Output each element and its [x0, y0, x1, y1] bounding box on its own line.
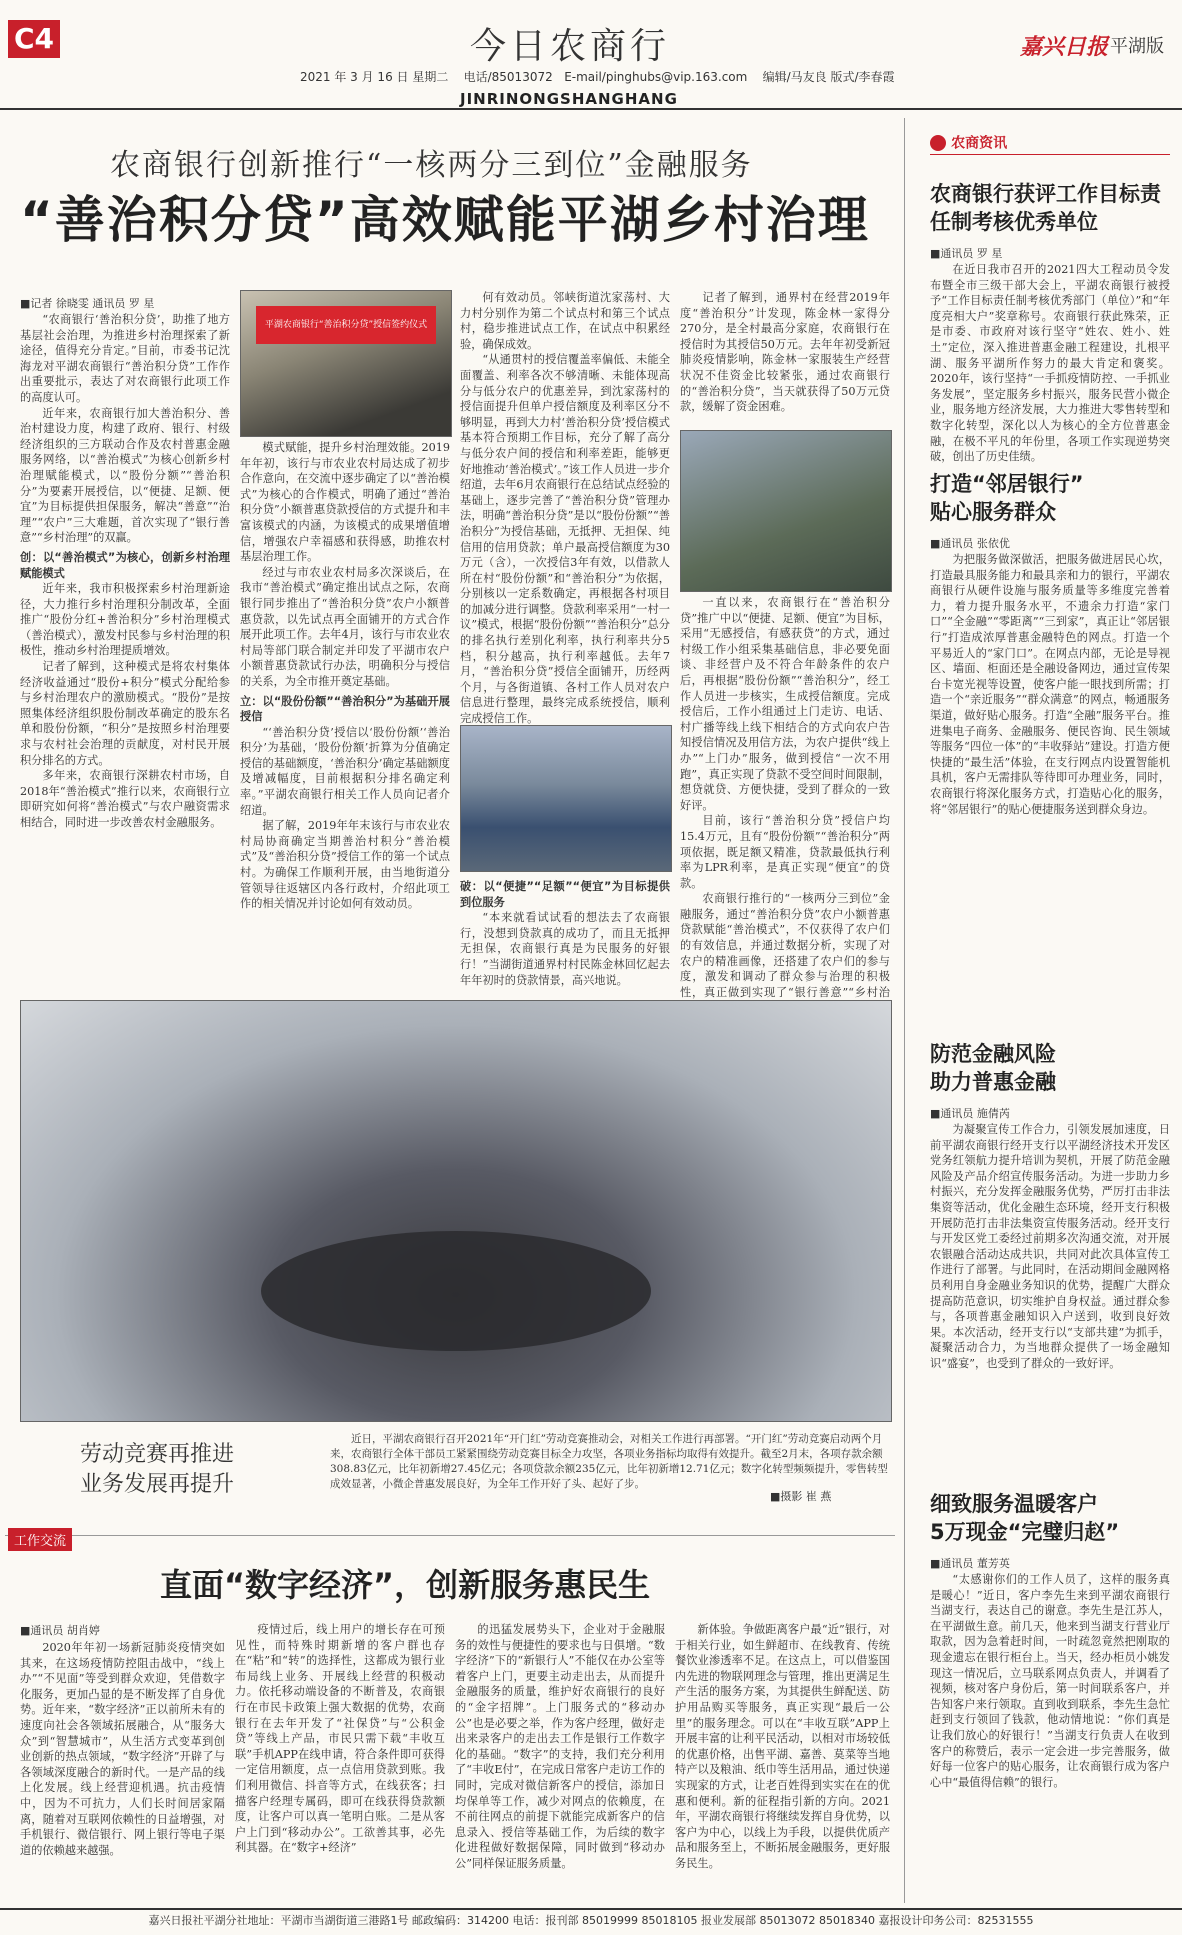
signing-ceremony-photo [240, 290, 452, 437]
photo-caption-headline: 劳动竞赛再推进 业务发展再提升 [80, 1442, 235, 1497]
meeting-photo [20, 1000, 892, 1422]
paragraph: 近年来，我市积极探索乡村治理新途径，大力推行乡村治理积分制改革，全面推广“股份分红+善治积分”乡村治理模式（善治模式），激发村民参与乡村治理的积极性，推动乡村治理提质增效。 [20, 582, 230, 658]
paragraph: 记者了解到，这种模式是将农村集体经济收益通过“股份+积分”模式分配给参与乡村治理农户的激励模式。“股份”是按照集体经济组织股份制改革确定的股东名单和股份份额，“积分”是按照乡村治理要求与农村社会治理的贡献度，对村民开展积分排名的方式。 [20, 660, 230, 767]
sidebar-item-title: 农商银行获评工作目标责任制考核优秀单位 [930, 182, 1161, 234]
sidebar-item-body [930, 1572, 1170, 1902]
paragraph: “太感谢你们的工作人员了，这样的服务真是暖心！”近日，客户李先生来到平湖农商银行当湖支行，表达自己的谢意。李先生是江苏人，在平湖做生意。前几天，他来到当湖支行营业厅取款，因为急着赶时间，一时疏忽竟然把刚取的现金遗忘在银行柜台上。当天，经办柜员小姚发现这一情况后，立马联系网点负责人，并调看了视频，核对客户身份后，第一时间联系客户，并告知客户来行领取。直到收到联系，李先生急忙赶到支行领回了钱款，他动情地说：“你们真是让我们放心的好银行！”当湖支行负责人在收到客户的称赞后，表示一定会进一步完善服务，做好每一位客户的贴心服务，让农商银行成为客户心中“最值得信赖”的银行。 [930, 1573, 1170, 1789]
sidebar-item-byline: ■通讯员 罗 星 [930, 247, 1003, 260]
lead-byline: ■记者 徐晓雯 通讯员 罗 星 [20, 297, 155, 310]
paragraph: 2020年年初一场新冠肺炎疫情突如其来，在这场疫情防控阻击战中，“线上办”“不见面”等受到群众欢迎，凭借数字化服务，更加凸显的是不断发挥了自身优势。近年来，“数字经济”正以前所未有的速度向社会各领域拓展融合，从“服务大众”到“智慧城市”，从生活方式变革到创业创新的热点领域，“数字经济”开辟了与各领域深度融合的新时代。一是产品的线上化发展。线上经营迎机遇。抗击疫情中，因为不可抗力，人们长时间居家隔离，随着对互联网依赖性的日益增强，对手机银行、微信银行、网上银行等电子渠道的依赖越来越强。 [20, 1641, 225, 1857]
masthead-rule [0, 108, 1182, 110]
paragraph: 一直以来，农商银行在“善治积分贷”推广中以“便捷、足额、便宜”为目标，采用“无感授信，有感获贷”的方式，通过村级工作小组采集基础信息，非必要免面谈、非经营户及不符合年龄条件的农户后，再根据“股份份额”“善治积分”，经工作人员进一步核实，生成授信额度。完成授信后，工作小组通过上门走访、电话、村广播等线上线下相结合的方式向农户告知授信情况及用信方法，为农户提供“线上办”“上门办”服务，做到授信“一次不用跑”，真正实现了贷款不受空间时间限制，想贷就贷、方便快捷，受到了群众的一致好评。 [680, 596, 890, 812]
event-banner: 平湖农商银行“善治积分贷”授信签约仪式 [256, 306, 436, 344]
paragraph: 多年来，农商银行深耕农村市场，自2018年“善治模式”推行以来，农商银行立即研究如何将“善治模式”与农户融资需求相结合，同时进一步改善农村金融服务。 [20, 769, 230, 829]
work-col-3 [455, 1622, 665, 1902]
paragraph: “本来就看试试看的想法去了农商银行，没想到贷款真的成功了，而且无抵押无担保，农商银行真是为民服务的好银行！”当湖街道通界村村民陈金林回忆起去年年初时的贷款情景，高兴地说。 [460, 911, 670, 987]
paragraph: “‘善治积分贷’授信以‘股份份额’‘善治积分’为基础，‘股份份额’折算为分值确定授信的基础额度，‘善治积分’确定基础额度及增减幅度，目前根据积分排名确定利率。”平湖农商银行相关工作人员向记者介绍道。 [240, 725, 450, 817]
section-rule [5, 1535, 895, 1536]
lead-col-4 [680, 290, 890, 425]
subhead: 创：以“善治模式”为核心，创新乡村治理赋能模式 [20, 550, 230, 580]
customer-interview-photo [680, 430, 892, 592]
paragraph: 为凝聚宣传工作合力，引领发展加速度，日前平湖农商银行经开支行以平湖经济技术开发区党务红领航力提升培训为契机，开展了防范金融风险及产品介绍宣传服务活动。为进一步助力乡村振兴，充分发挥金融服务优势，严厉打击非法集资等活动，优化金融生态环境，经开支行积极开展防范打击非法集资宣传服务活动。经开支行与开发区党工委经过前期多次沟通交流，对开展农银融合活动达成共识，共同对此次具体宣传工作进行了部署。与此同时，在活动期间金融网格员利用自身金融业务知识的优势，提醒广大群众提高防范意识，切实维护自身权益。通过群众参与，各项普惠金融知识入户送到，收到良好效果。本次活动，经开支行以“支部共建”为抓手，凝聚活动合力，为当地群众提供了一场金融知识“盛宴”，也受到了群众的一致好评。 [930, 1123, 1170, 1370]
paragraph: 何有效动员。邻峡街道沈家荡村、大力村分别作为第二个试点村和第三个试点村，稳步推进试点工作，在试点中积累经验，确保成效。 [460, 291, 670, 351]
edition-label: 平湖版 [1110, 36, 1164, 57]
work-col-1 [20, 1640, 225, 1902]
sidebar-item-byline: ■通讯员 董芳英 [930, 1557, 1010, 1570]
paragraph: 记者了解到，通界村在经营2019年度“善治积分”计发现，陈金林一家得分270分，是全村最高分家庭，农商银行在授信时为其授信50万元。去年年初受新冠肺炎疫情影响，陈金林一家服装生产经营状况不佳资金比较紧张，通过农商银行的“善治积分贷”，当天就获得了50万元贷款，缓解了资金困难。 [680, 291, 890, 414]
paragraph: 模式赋能，提升乡村治理效能。2019年年初，该行与市农业农村局达成了初步合作意向，在交流中逐步确定了以“善治模式”为核心的合作模式，明确了通过“善治积分贷”小额普惠贷款授信的方式提升和丰富该模式的内涵，为该模式的成果增值增信，增强农户幸福感和获得感，助推农村基层治理工作。 [240, 441, 450, 564]
email: E-mail/pinghubs@vip.163.com [564, 70, 748, 84]
paragraph: 为把服务做深做活，把服务做进居民心坎，打造最具服务能力和最具亲和力的银行，平湖农商银行从硬件设施与服务质量等多维度完善着力，着力提升服务水平，不遗余力打造“家门口”“全金融”“零距离”“三到家”，真正让“邻居银行”打造成浓厚普惠金融特色的网点。打造一个平易近人的“家门口”。在网点内部，无论是导视区、墙面、柜面还是全融设备网边，通过宣传架台卡宽光视等设置，使客户能一眼找到所需；打造一个“亲近服务”“群众满意”的网点，畅通服务渠道，做好贴心服务。打造“全融”服务平台。推进集电子商务、金融服务、便民咨询、民生领域等服务“四位一体”的“丰收驿站”建设。打造方便快捷的“最生活”体验，在支行网点内设置智能机具机，客户无需排队等待即可办理业务，同时，农商银行将深化服务方式，打造贴心化的服务，将“邻居银行”的贴心便捷服务送到群众身边。 [930, 553, 1170, 816]
subhead: 立：以“股份份额”“善治积分”为基础开展授信 [240, 694, 450, 724]
paragraph: “农商银行‘善治积分贷’，助推了地方基层社会治理，为推进乡村治理探索了新途径，值得充分肯定。”目前，市委书记沈海龙对平湖农商银行“善治积分贷”工作作出重要批示，表达了对农商银行此项工作的高度认可。 [20, 313, 230, 404]
sidebar-item-body [930, 1122, 1170, 1482]
work-headline: 直面“数字经济”，创新服务惠民生 [160, 1566, 651, 1604]
paragraph: 据了解，2019年年末该行与市农业农村局协商确定当期善治村积分“善治模式”及“善治积分贷”授信工作的第一个试点村。为确保工作顺利开展，由当地街道分管领导往返辖区内各行政村，介绍此项工作的相关情况并讨论如何有效动员。 [240, 819, 450, 911]
work-col-4 [675, 1622, 890, 1902]
sidebar-item-title: 细致服务温暖客户 5万现金“完璧归赵” [930, 1492, 1120, 1544]
sidebar-item-byline: ■通讯员 施倩芮 [930, 1107, 1010, 1120]
section-title: 今日农商行 [470, 26, 671, 67]
work-byline: ■通讯员 胡肖婷 [20, 1624, 100, 1637]
sidebar-item-body [930, 552, 1170, 1032]
phone: 电话/85013072 [463, 70, 553, 84]
photo-caption-body: 近日，平湖农商银行召开2021年“开门红”劳动竞赛推动会，对相关工作进行再部署。“开门红”劳动竞赛启动两个月来，农商银行全体干部员工紧紧围绕劳动竞赛目标全力攻坚，各项业务指标均取得有效提升。截至2月末，各项存款余额308.83亿元，比年初新增27.45亿元；各项贷款余额235亿元，比年初新增12.71亿元；数字化转型频频提升，零售转型成效显著，小微企普惠发展良好，为全年工作开好了头、起好了步。 [330, 1433, 888, 1490]
masthead [0, 0, 1182, 110]
paragraph: 的迅猛发展势头下，企业对于金融服务的效性与便捷性的要求也与日俱增。“数字经济”下的“新银行人”不能仅在办公室等着客户上门，更要主动走出去，从而提升金融服务的质量，维护好农商银行的良好的“金字招牌”。上门服务式的“移动办公”也是必要之举，作为客户经理，做好走出来录客户的走出去工作是银行工作数字化的基础。“数字”的支持，我们充分利用了“丰收E付”，在完成日常客户走访工作的同时，完成对微信新客户的授信，添加日均保单等工作，减少对网点的依赖度，在不前往网点的前提下就能完成新客户的信息录入、授信等基础工作，为后续的数字化进程做好数据保障，同时做到“移动办公”同样保证服务质量。 [455, 1623, 665, 1870]
brand-logo: 嘉兴日报 [1020, 34, 1109, 60]
paragraph: 新体验。争做距离客户最“近”银行，对于相关行业，如生鲜超市、在线教育、传统餐饮业渗透率不足。在这点上，可以借鉴国内先进的物联网理念与管理，推出更满足生产生活的服务方案，为其提供生鲜配送、防护用品购买等服务，真正实现“最后一公里”的服务理念。可以在“丰收互联”APP上开展丰富的让利平民活动，以相对市场较低的优惠价格，出售平湖、嘉善、莫菜等当地特产以及粮油、纸巾等生活用品，通过快递实现家的方式，让老百姓得到实实在在的优惠和便利。新的征程指引新的方向。2021年，平湖农商银行将继续发挥自身优势，以客户为中心，以线上为手段，以提供优质产品和服务至上，不断拓展金融服务，更好服务民生。 [675, 1623, 890, 1870]
sidebar-item-title: 打造“邻居银行” 贴心服务群众 [930, 472, 1084, 524]
paragraph: 农商银行推行的“一核两分三到位”金融服务，通过“善治积分贷”农户小额普惠贷款赋能“善治模式”，不仅获得了农户们的有效信息，并通过数据分析，实现了对农户的精准画像，还搭建了农户们的参与度，激发和调动了群众参与治理的积极性，真正做到实现了“银行善意”“乡村治 [680, 892, 890, 999]
sidebar-header [930, 132, 1170, 155]
lead-col-3 [460, 290, 670, 726]
lead-col-4b [680, 595, 890, 999]
paragraph: 在近日我市召开的2021四大工程动员令发布暨全市三级干部大会上，平湖农商银行被授予“工作目标责任制考核优秀部门（单位）”和“年度亮相大户”奖章称号。农商银行获此殊荣，正是市委、市政府对该行坚守“姓农、姓小、姓土”定位，深入推进普惠金融工程建设，扎根平湖、服务平湖所作努力的最大肯定和褒奖。2020年，该行坚持“一手抓疫情防控、一手抓业务发展”，坚定服务乡村振兴，服务民营小微企业，服务地方经济发展，大力推进大零售转型和数字化转型，深化以人为核心的全方位普惠金融，在极不平凡的年份里，各项工作实现逆势突破，创出了历史佳绩。 [930, 263, 1170, 464]
paragraph: 疫情过后，线上用户的增长存在可预见性，而特殊时期新增的客户群也存在“粘”和“转”的选择性，这都成为银行业布局线上业务、开展线上经营的积极动力。依托移动端设备的不断普及，农商银行在市民卡政策上强大数据的优势，农商银行在去年开发了“社保贷”与“公积金贷”等线上产品，市民只需下载“丰收互联”手机APP在线申请，符合条件即可获得一定信用额度，点一点信用贷款到账。我们利用微信、抖音等方式，在线获客；扫描客户经理专属码，即可在线获得贷款额度，让客户可以真一笔明白账。二是从客户上门到“移动办公”。工欲善其事，必先利其器。在“数字+经济” [235, 1623, 445, 1855]
conference-table [261, 1231, 651, 1351]
editor: 编辑/马友良 版式/李春霞 [762, 70, 895, 84]
work-tag: 工作交流 [8, 1528, 72, 1551]
paragraph: 目前，该行“善治积分贷”授信户均15.4万元，且有“股份份额”“善治积分”两项依据，既足额又精准，贷款最低执行利率为LPR利率，是真正实现“便宜”的贷款。 [680, 814, 890, 890]
sidebar-item-byline: ■通讯员 张依优 [930, 537, 1010, 550]
page-code: C4 [8, 20, 60, 58]
lead-kicker: 农商银行创新推行“一核两分三到位”金融服务 [110, 148, 753, 183]
sidebar-item-body [930, 262, 1170, 464]
lead-col-2 [240, 440, 450, 967]
sidebar-item-title: 防范金融风险 助力普惠金融 [930, 1042, 1056, 1094]
field-visit-photo [460, 725, 672, 872]
paragraph: “从通贯村的授信覆盖率偏低、未能全面覆盖、利率各次不够清晰、未能体现高分与低分农户的优惠差异，到沈家荡村的授信面提升但单户授信额度及利率区分不够明显，再到大力村‘善治积分贷’授信模式基本符合预期工作目标，充分了解了高分与低分农户间的授信和利率差距，能够更好地推动‘善治模式’。”该工作人员进一步介绍道，去年6月农商银行在总结试点经验的基础上，逐步完善了“善治积分贷”管理办法，明确“善治积分贷”是以“股份份额”“善治积分”为授信基础，无抵押、无担保、纯信用的信用贷款；单户最高授信额度为30万元（含），一次授信3年有效，以借款人所在村“股份份额”和“善治积分”为依据，分别核以一定系数确定，再根据各村项目的加减分进行调整。贷款利率采用“一村一议”模式，根据“股份份额”“善治积分”总分的排名执行差别化利率，执行利率共分5档，积分越高，执行利率越低。去年7月，“善治积分贷”授信全面铺开，历经两个月，与各街道镇、各村工作人员对农户信息进行整理，最终完成系统授信，顺利完成授信工作。 [460, 353, 670, 726]
photo-credit: ■摄影 崔 燕 [770, 1490, 832, 1503]
work-col-2 [235, 1622, 445, 1902]
subhead: 破：以“便捷”“足额”“便宜”为目标提供到位服务 [460, 880, 670, 909]
section-pinyin: JINRINONGSHANGHANG [460, 90, 678, 108]
news-icon [930, 135, 946, 151]
footer: 嘉兴日报社平湖分社地址：平湖市当湖街道三港路1号 邮政编码：314200 电话：报刊部 85019999 85018105 报业发展部 85013072 85018340 嘉报设计印务公司：82531555 [0, 1908, 1182, 1935]
lead-col-3b [460, 875, 670, 987]
lead-headline: “善治积分贷”高效赋能平湖乡村治理 [20, 191, 870, 249]
lead-col-1 [20, 312, 230, 967]
date: 2021 年 3 月 16 日 星期二 [300, 70, 449, 84]
dateline [300, 68, 895, 85]
paragraph: 近年来，农商银行加大善治积分、善治村建设力度，构建了政府、银行、村级经济组织的三方联动合作及农村普惠金融服务网络，以“善治模式”为核心创新乡村治理赋能模式，以“股份分额”“善治积分”为要素开展授信，以“便捷、足额、便宜”为目标提供担保服务，解决“善意”“治理”“农户”三大难题，首次实现了“银行善意”“乡村治理”的双赢。 [20, 406, 230, 545]
sidebar-tag: 农商资讯 [951, 135, 1008, 152]
paragraph: 经过与市农业农村局多次深谈后，在我市“善治模式”确定推出试点之际，农商银行同步推出了“善治积分贷”农户小额普惠贷款，以先试点再全面铺开的方式合作展开此项工作。去年4月，该行与市农业农村局等部门联合制定并印发了平湖市农户小额普惠贷款试行办法，明确积分与授信的关系，为全市推开奠定基础。 [240, 565, 450, 688]
column-divider [904, 118, 905, 1903]
